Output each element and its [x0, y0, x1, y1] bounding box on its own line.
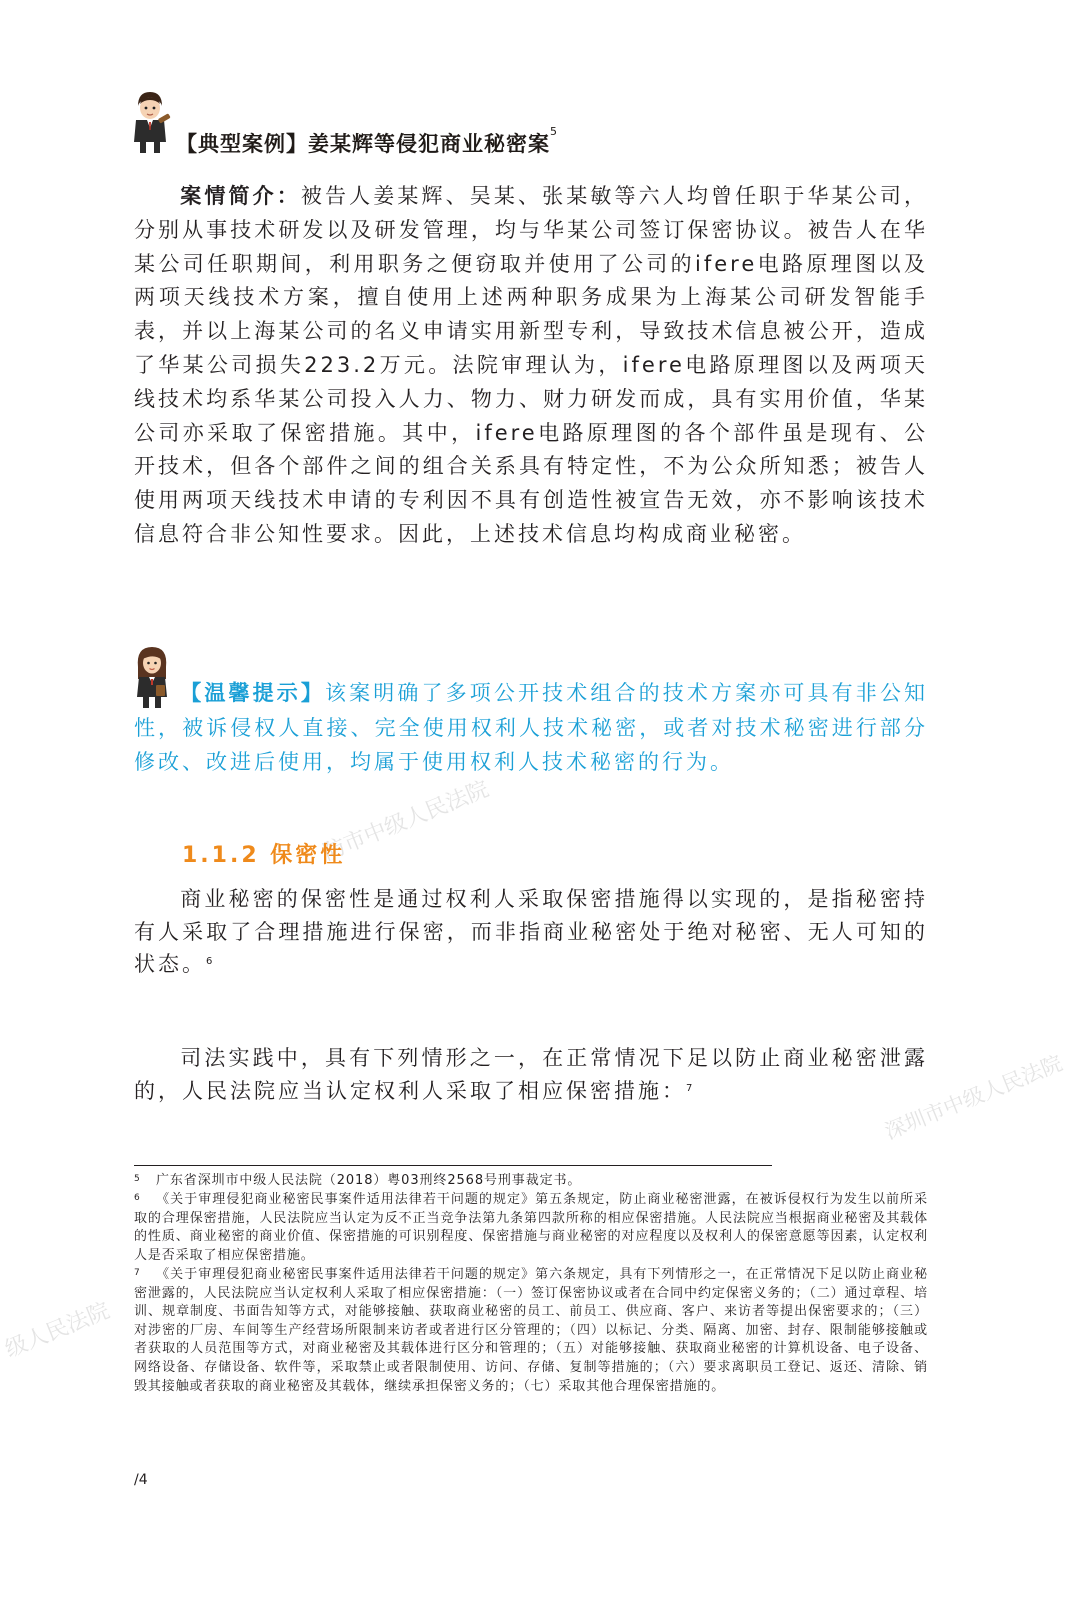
footnote-text: 《关于审理侵犯商业秘密民事案件适用法律若干问题的规定》第六条规定，具有下列情形之一，在正常情况下足以防止商业秘密泄露的，人民法院应当认定权利人采取了相应保密措施：（一）签订保密协议或者在合同中约定保密义务的；（二）通过章程、培训、规章制度、书面告知等方式，对能够接触、获取商业秘密的员工、前员工、供应商、客户、来访者等提出保密要求的；（三）对涉密的厂房、车间等生产经营场所限制来访者或者进行区分管理的；（四）以标记、分类、隔离、加密、封存、限制能够接触或者获取的人员范围等方式，对商业秘密及其载体进行区分和管理的；（五）对能够接触、获取商业秘密的计算机设备、电子设备、网络设备、存储设备、软件等，采取禁止或者限制使用、访问、存储、复制等措施的；（六）要求离职员工登记、返还、清除、销毁其接触或者获取的商业秘密及其载体，继续承担保密义务的；（七）采取其他合理保密措施的。 — [134, 1267, 928, 1394]
case-summary-text: 被告人姜某辉、吴某、张某敏等六人均曾任职于华某公司，分别从事技术研发以及研发管理，均与华某公司签订保密协议。被告人在华某公司任职期间，利用职务之便窃取并使用了公司的ifere电路原理图以及两项天线技术方案，擅自使用上述两种职务成果为上海某公司研发智能手表，并以上海某公司的名义申请实用新型专利，导致技术信息被公开，造成了华某公司损失223.2万元。法院审理认为，ifere电路原理图以及两项天线技术均系华某公司投入人力、物力、财力研发而成，具有实用价值，华某公司亦采取了保密措施。其中，ifere电路原理图的各个部件虽是现有、公开技术，但各个部件之间的组合关系具有特定性，不为公众所知悉；被告人使用两项天线技术申请的专利因不具有创造性被宣告无效，亦不影响该技术信息符合非公知性要求。因此，上述技术信息均构成商业秘密。 — [134, 184, 929, 546]
body-paragraph — [134, 1042, 928, 1107]
footnote — [134, 1191, 928, 1265]
case-summary-label: 案情简介： — [180, 184, 301, 208]
male-judge-avatar-icon — [128, 90, 172, 158]
footnote — [134, 1266, 928, 1396]
section-title: 1.1.2 保密性 — [182, 843, 346, 868]
footnote-ref: 5 — [550, 125, 558, 138]
footnote-text: 《关于审理侵犯商业秘密民事案件适用法律若干问题的规定》第五条规定，防止商业秘密泄露，在被诉侵权行为发生以前所采取的合理保密措施，人民法院应当认定为反不正当竞争法第九条第四款所称的相应保密措施。人民法院应当根据商业秘密及其载体的性质、商业秘密的商业价值、保密措施的可识别程度、保密措施与商业秘密的对应程度以及权利人的保密意愿等因素，认定权利人是否采取了相应保密措施。 — [134, 1192, 928, 1263]
case-heading-text: 【典型案例】姜某辉等侵犯商业秘密案 — [176, 132, 550, 156]
footnote-number: 5 — [134, 1174, 140, 1184]
footnote-divider — [134, 1165, 772, 1166]
tip-box — [134, 676, 928, 780]
case-summary — [134, 180, 928, 552]
footnote-number: 6 — [134, 1193, 140, 1203]
footnote-number: 7 — [134, 1268, 140, 1278]
watermark: 防市中级人民法院 — [319, 776, 493, 866]
footnote-ref: 6 — [206, 956, 213, 967]
body-paragraph-text: 司法实践中，具有下列情形之一，在正常情况下足以防止商业秘密泄露的，人民法院应当认定权利人采取了相应保密措施： — [134, 1046, 928, 1103]
footnote-ref: 7 — [686, 1082, 693, 1094]
tip-text: 该案明确了多项公开技术组合的技术方案亦可具有非公知性，被诉侵权人直接、完全使用权利人技术秘密，或者对技术秘密进行部分修改、改进后使用，均属于使用权利人技术秘密的行为。 — [134, 681, 929, 774]
footnote-text: 广东省深圳市中级人民法院（2018）粤03刑终2568号刑事裁定书。 — [156, 1173, 582, 1188]
body-paragraph-text: 商业秘密的保密性是通过权利人采取保密措施得以实现的，是指秘密持有人采取了合理措施进行保密，而非指商业秘密处于绝对秘密、无人可知的状态。 — [134, 887, 928, 976]
body-paragraph — [134, 883, 928, 981]
watermark: 深圳市中级人民法院 — [881, 1050, 1066, 1144]
watermark: 级人民法院 — [1, 1298, 114, 1363]
footnote — [134, 1172, 928, 1191]
page-number: /4 — [134, 1472, 148, 1488]
case-heading — [176, 125, 558, 158]
tip-label: 【温馨提示】 — [180, 681, 325, 705]
